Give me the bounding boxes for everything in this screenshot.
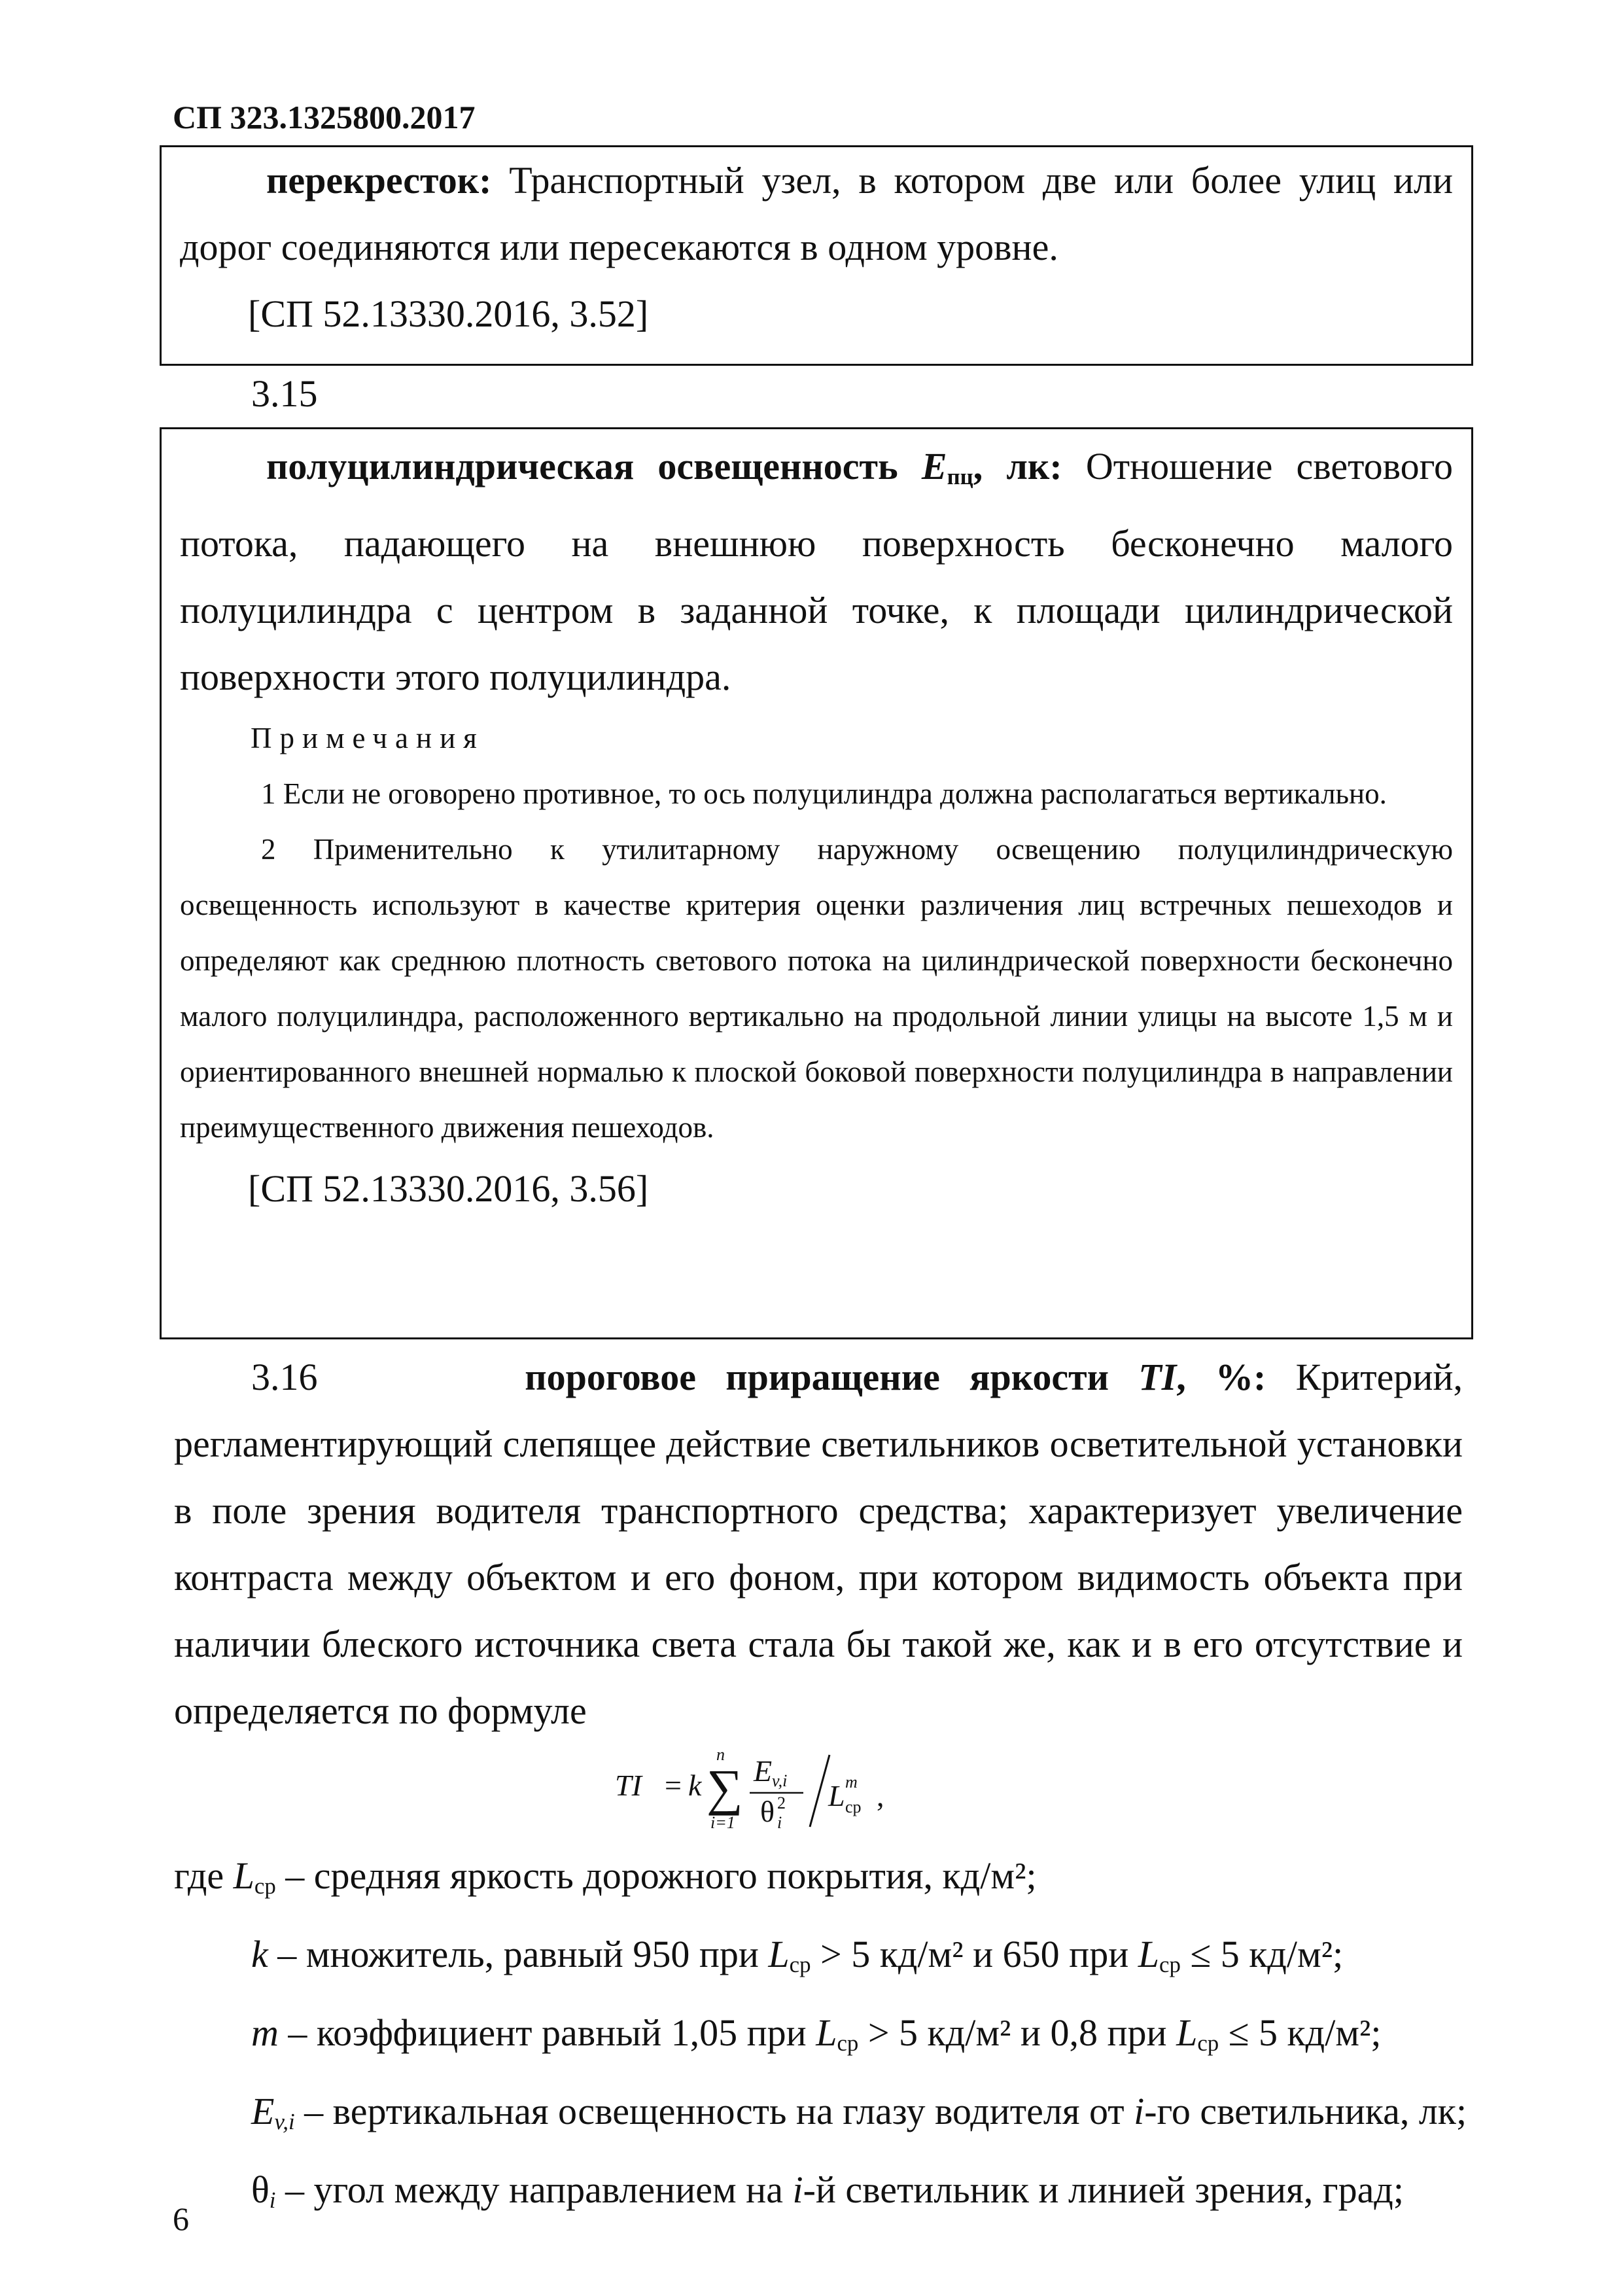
definition-paragraph (174, 1344, 1463, 1744)
formula-k: k (688, 1769, 702, 1802)
formula-L-sup: m (845, 1773, 858, 1792)
definition-text: Транспортный узел, в котором две или более улиц или дорог соединяются или пересекаются в одном уровне. (180, 159, 1453, 268)
denominator: θ (760, 1795, 775, 1828)
denominator-sub: i (777, 1813, 782, 1832)
formula-L-sub: ср (845, 1797, 862, 1816)
definition-text: Критерий, регламентирующий слепящее действие светильников осветительной установки в поле зрения водителя транспортного средства; характеризует увеличение контраста между объектом и его фоном, при котором видимость объекта при наличии блеского источника света стала бы такой же, как и в его отсутствие и определяется по формуле (174, 1356, 1463, 1732)
notes-heading: Примечания (251, 722, 485, 754)
item-number: 3.16 (251, 1356, 318, 1398)
definition-text: Отношение светового потока, падающего на внешнюю поверхность бесконечно малого полуцилиндра с центром в заданной точке, к площади цилиндрической поверхности этого полуцилиндра. (180, 445, 1453, 698)
formula-definitions (174, 1842, 1469, 2234)
formula-tail: , (877, 1779, 884, 1812)
definition-box-semicylindrical (160, 427, 1473, 1339)
numerator: E (754, 1754, 773, 1788)
sum-lower: i=1 (710, 1813, 735, 1832)
formula-L: L (828, 1779, 845, 1812)
denominator-sup: 2 (777, 1793, 786, 1812)
division-slash (810, 1755, 829, 1827)
item-number-3-15: 3.15 (251, 372, 318, 415)
reference: [СП 52.13330.2016, 3.52] (248, 292, 649, 335)
term-crossroad: перекресток: (266, 159, 492, 202)
page-number: 6 (173, 2200, 189, 2237)
term-semicylindrical: полуцилиндрическая освещенность $E_{пц}$, лк: (266, 445, 1062, 489)
note-2: 2 Применительно к утилитарному наружному освещению полуцилиндрическую освещенность используют в качестве критерия оценки различения лиц встречных пешеходов и определяют как среднюю плотность светового потока на цилиндрической поверхности бесконечно малого полуцилиндра, расположенного вертикально на продольной линии улицы на высоте 1,5 м и ориентированного внешней нормалью к плоской боковой поверхности полуцилиндра в направлении преимущественного движения пешеходов. (180, 833, 1453, 1144)
reference: [СП 52.13330.2016, 3.56] (248, 1167, 649, 1210)
definition-m: m – коэффициент равный 1,05 при $L_{ср} > 5$ кд/м² и 0,8 при $L_{ср} \le 5$ кд/м²; (251, 2011, 1382, 2056)
definition-paragraph (180, 433, 1453, 711)
term-threshold-increment: пороговое приращение яркости TI, %: (525, 1356, 1266, 1398)
definition-theta: $\theta_i$ – угол между направлением на i-й светильник и линией зрения, град; (251, 2168, 1404, 2213)
definition-paragraph (180, 147, 1453, 281)
definition-box-crossroad (160, 145, 1473, 366)
document-header: СП 323.1325800.2017 (173, 99, 476, 135)
definition-k: k – множитель, равный 950 при $L_{ср} > 5$ кд/м² и 650 при $L_{ср} \le 5$ кд/м²; (251, 1933, 1344, 1977)
numerator-sub: v,i (772, 1771, 788, 1790)
definition-E: $E_{v,i}$ – вертикальная освещенность на глазу водителя от i-го светильника, лк; (251, 2090, 1467, 2134)
sum-symbol: ∑ (707, 1759, 743, 1816)
note-1: 1 Если не оговорено противное, то ось полуцилиндра должна располагаться вертикально. (261, 777, 1387, 810)
sum-upper: n (716, 1745, 725, 1764)
definition-L: где $L_{ср}$ – средняя яркость дорожного покрытия, кд/м²; (174, 1854, 1037, 1899)
ti-formula (615, 1740, 942, 1832)
formula-lhs: TI (615, 1769, 642, 1802)
formula-equals: = (665, 1769, 682, 1802)
item-3-16 (174, 1344, 1463, 1744)
